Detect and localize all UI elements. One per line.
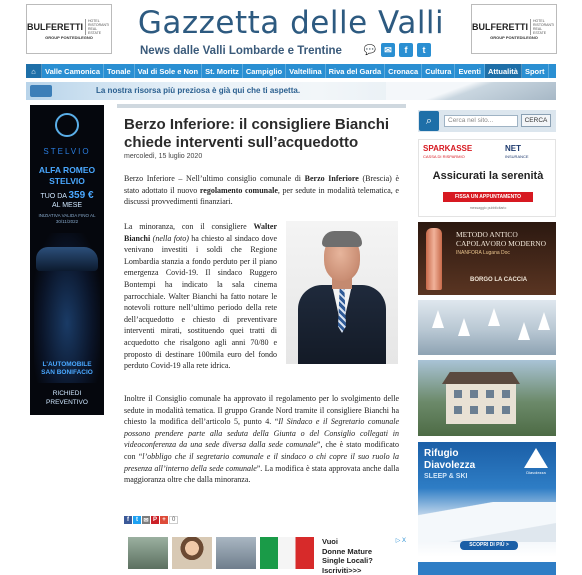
- search-button[interactable]: CERCA: [521, 114, 551, 127]
- article-title: Berzo Inferiore: il consigliere Bianchi chiede interventi sull’acquedotto: [124, 116, 390, 151]
- article-paragraph-1: Berzo Inferiore – Nell’ultimo consiglio comunale di Berzo Inferiore (Brescia) è stato adottato il nuovo regolamento comunale, per sedute in modalità telematica, e discussi provvedimenti finanziari.: [124, 174, 399, 207]
- hotel-window: [470, 406, 478, 414]
- ad-choices-icon[interactable]: ▷ X: [395, 538, 406, 544]
- sail-icon: [458, 318, 470, 336]
- hotel-window: [486, 406, 494, 414]
- ad-group: GROUP PONTEDILEGNO: [45, 34, 93, 40]
- sail-icon: [432, 310, 444, 328]
- share-bar: [124, 516, 178, 524]
- header-ad-right[interactable]: [471, 4, 557, 54]
- nav-item-eventi[interactable]: Eventi: [455, 64, 485, 78]
- share-count: 0: [169, 516, 178, 524]
- site-subtitle: News dalle Valli Lombarde e Trentine: [140, 45, 342, 57]
- photo-hair: [322, 231, 362, 247]
- nav-item-val-di-sole[interactable]: Val di Sole e Non: [135, 64, 202, 78]
- banner-mountains: [386, 82, 556, 100]
- rifugio-logo-text: Diavolezza: [526, 470, 546, 475]
- net-brand: NET: [505, 144, 521, 153]
- rifugio-tagline: SLEEP & SKI: [424, 473, 468, 480]
- ad-price: TUO DA 359 € AL MESE: [40, 190, 94, 209]
- ad-brand-word: STELVIO: [43, 147, 91, 156]
- site-header: [0, 0, 582, 64]
- wine-product: INANFORA Lugana Doc: [456, 250, 510, 256]
- nav-item-cultura[interactable]: Cultura: [422, 64, 455, 78]
- ad-dealer: L'AUTOMOBILE SAN BONIFACIO: [41, 361, 93, 376]
- banner-logo: [30, 85, 52, 97]
- article-paragraph-3: Inoltre il Consiglio comunale ha approvato il regolamento per lo svolgimento delle sedute in modalità tematica. Il gruppo Grande Nord tramite il consigliere Bianchi ha chiesto la modifica dell’articolo 5, punto 4. “Il Sindaco e il Segretario comunale possono prendere parte alla seduta della Giunta o del Consiglio collegati in videoconferenza da una sede diversa dalla sede comunale”, che è stato modificato con “l’obbligo che il segretario comunale e il sindaco o chi copre il suo ruolo la presenza all’interno della sede comunale”. La modifica è stata approvata anche dalla maggioranza oltre che dalla minoranza.: [124, 394, 400, 485]
- twitter-icon[interactable]: t: [417, 43, 431, 57]
- ad-brand: BULFERETTI: [472, 21, 528, 32]
- facebook-icon[interactable]: f: [399, 43, 413, 57]
- sail-icon: [518, 322, 530, 340]
- search-icon[interactable]: ⌕: [419, 111, 439, 131]
- ad-cta-button[interactable]: RICHIEDI PREVENTIVO: [46, 390, 88, 406]
- bank-sub: CASSA DI RISPARMIO: [423, 154, 465, 159]
- sail-icon: [488, 308, 500, 326]
- bank-claim: Assicurati la serenità: [432, 170, 544, 182]
- nav-item-riva-del-garda[interactable]: Riva del Garda: [326, 64, 386, 78]
- banner-text: La nostra risorsa più preziosa è già qui che ti aspetta.: [96, 86, 301, 95]
- pinterest-share-icon[interactable]: P: [152, 517, 157, 523]
- chat-icon[interactable]: 💬: [363, 44, 377, 56]
- wine-brand: BORGO LA CACCIA: [470, 277, 528, 283]
- twitter-share-icon[interactable]: t: [133, 516, 141, 524]
- article-photo: [286, 221, 398, 364]
- email-icon[interactable]: ✉: [381, 43, 395, 57]
- hotel-ad[interactable]: [418, 360, 556, 436]
- left-skyscraper-ad[interactable]: [30, 105, 104, 415]
- wine-ad[interactable]: [418, 222, 556, 295]
- hotel-window: [486, 390, 494, 398]
- email-share-icon[interactable]: ✉: [143, 517, 149, 524]
- rifugio-snow: [418, 502, 556, 542]
- related-text-ad[interactable]: [318, 537, 408, 575]
- hotel-building: [446, 380, 516, 424]
- nav-item-attualita[interactable]: Attualità: [485, 64, 522, 78]
- nav-item-cronaca[interactable]: Cronaca: [385, 64, 422, 78]
- related-thumb-flag[interactable]: [260, 537, 314, 569]
- ad-small-print: INIZIATIVA VALIDA FINO AL 30/11/2022: [38, 213, 96, 224]
- ad-model: ALFA ROMEO STELVIO: [38, 165, 96, 186]
- sailing-ad[interactable]: [418, 300, 556, 355]
- nav-item-st-moritz[interactable]: St. Moritz: [202, 64, 243, 78]
- nav-item-valle-camonica[interactable]: Valle Camonica: [42, 64, 104, 78]
- related-thumb[interactable]: [216, 537, 256, 569]
- nav-item-valtellina[interactable]: Valtellina: [286, 64, 326, 78]
- bottom-sidebar-ad[interactable]: [418, 562, 556, 575]
- site-title[interactable]: Gazzetta delle Valli: [137, 5, 445, 41]
- search-input[interactable]: Cerca nel sito...: [444, 115, 518, 127]
- ad-group: GROUP PONTEDILEGNO: [490, 34, 538, 40]
- hotel-roof: [442, 372, 520, 384]
- hotel-window: [454, 390, 462, 398]
- sparkasse-ad[interactable]: [418, 139, 556, 217]
- article-date: mercoledì, 15 luglio 2020: [124, 153, 203, 160]
- related-ads-strip: [124, 537, 409, 575]
- nav-item-sport[interactable]: Sport: [522, 64, 549, 78]
- related-thumb[interactable]: [172, 537, 212, 569]
- facebook-share-icon[interactable]: f: [124, 516, 132, 524]
- home-icon[interactable]: ⌂: [26, 64, 42, 78]
- hotel-window: [502, 390, 510, 398]
- top-banner-ad[interactable]: [26, 82, 556, 100]
- wine-bottle-image: [426, 228, 442, 290]
- rifugio-cta-button[interactable]: SCOPRI DI PIÙ >: [460, 541, 518, 550]
- bank-brand: SPARKASSE: [423, 144, 473, 153]
- hotel-window: [470, 390, 478, 398]
- alfa-romeo-logo-icon: [55, 113, 79, 137]
- article-top-rule: [117, 104, 406, 108]
- ad-brand-side: HOTEL RISTORANTI REAL ESTATE: [530, 19, 556, 35]
- related-thumb[interactable]: [128, 537, 168, 569]
- ad-brand: BULFERETTI: [27, 21, 83, 32]
- ad-brand-row: [27, 19, 111, 35]
- plus-share-icon[interactable]: +: [160, 516, 168, 524]
- nav-item-tonale[interactable]: Tonale: [104, 64, 135, 78]
- wine-headline: METODO ANTICO CAPOLAVORO MODERNO: [456, 230, 547, 248]
- hotel-window: [502, 406, 510, 414]
- ad-car-body: [36, 247, 98, 271]
- header-social-icons: [363, 43, 431, 57]
- rifugio-title: Rifugio Diavolezza: [424, 448, 476, 471]
- hotel-window: [454, 406, 462, 414]
- bank-cta-button[interactable]: FISSA UN APPUNTAMENTO: [443, 192, 533, 202]
- nav-item-campiglio[interactable]: Campiglio: [243, 64, 286, 78]
- mountain-logo-icon: [524, 448, 548, 468]
- related-ad-text: Vuoi Donne Mature Single Locali? Iscriviti>>>: [322, 537, 373, 575]
- main-nav: [26, 64, 556, 78]
- bank-note: messaggio pubblicitario: [469, 206, 507, 210]
- sail-icon: [538, 312, 550, 330]
- ad-brand-side: HOTEL RISTORANTI REAL ESTATE: [85, 19, 111, 35]
- ad-brand-row: [472, 19, 556, 35]
- article-paragraph-2: La minoranza, con il consigliere Walter Bianchi (nella foto) ha chiesto al sindaco dove venivano investiti i soldi che Regione Lombardia stanzia a fondo perduto per il piano emergenza Covid-19. Il sindaco Ruggero Bontempi ha indicato la sala cinema parrocchiale. Walter Bianchi ha fatto notare le notevoli rotture nell’ultimo periodo della rete dell’acquedotto e chiesto di preventivare interventi mirati, sostituendo quei tratti di acquedotto che risalgono agli anni 70/80 e proposto di destinare 100mila euro del fondo perduto Covid-19 alla rete idrica.: [124, 222, 277, 371]
- net-sub: INSURANCE: [505, 154, 529, 159]
- header-ad-left[interactable]: [26, 4, 112, 54]
- rifugio-diavolezza-ad[interactable]: [418, 442, 556, 557]
